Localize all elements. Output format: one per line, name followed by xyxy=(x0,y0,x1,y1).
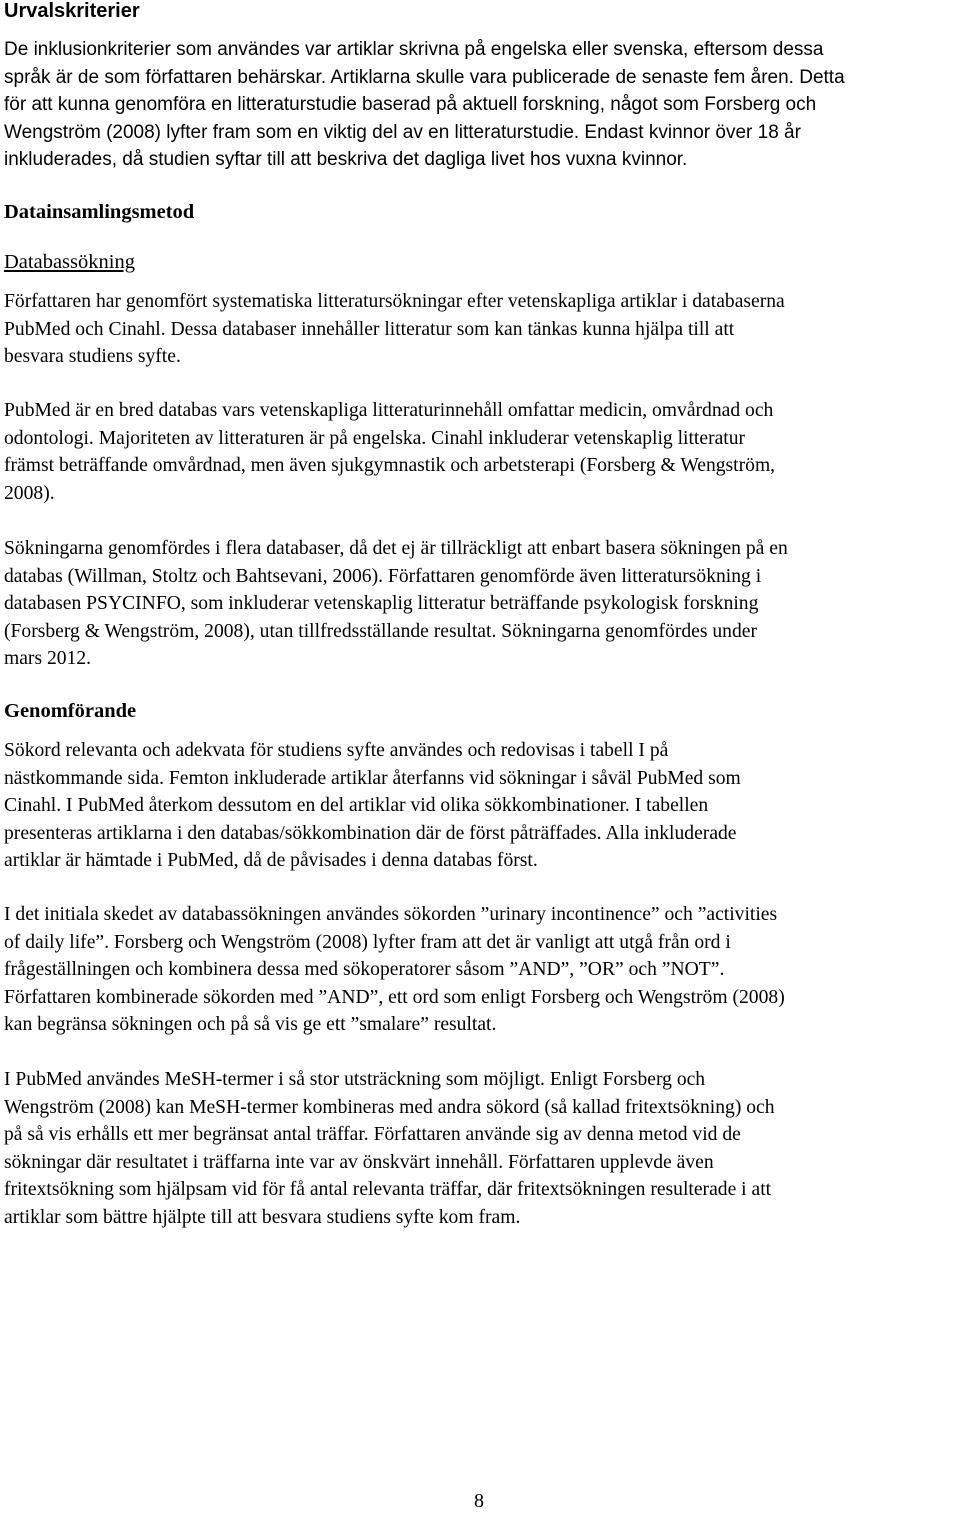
text-line: odontologi. Majoriteten av litteraturen är på engelska. Cinahl inkluderar vetenskaplig litteratur xyxy=(4,427,746,449)
text-line: (Forsberg & Wengström, 2008), utan tillfredsställande resultat. Sökningarna genomfördes under xyxy=(4,620,757,642)
text-line: på så vis erhålls ett mer begränsat antal träffar. Författaren använde sig av denna metod vid de xyxy=(4,1124,741,1146)
text-line: frågeställningen och kombinera dessa med sökoperatorer såsom ”AND”, ”OR” och ”NOT”. xyxy=(4,959,725,981)
text-line: 2008). xyxy=(4,482,55,504)
text-line: Wengström (2008) lyfter fram som en viktig del av en litteraturstudie. Endast kvinnor över 18 år xyxy=(4,121,801,143)
text-line: artiklar är hämtade i PubMed, då de påvisades i denna databas först. xyxy=(4,850,538,872)
heading-urvalskriterier: Urvalskriterier xyxy=(4,0,140,22)
text-line: PubMed och Cinahl. Dessa databaser innehåller litteratur som kan tänkas kunna hjälpa till att xyxy=(4,318,735,340)
text-line: Wengström (2008) kan MeSH-termer kombineras med andra sökord (så kallad fritextsökning) och xyxy=(4,1096,775,1118)
text-line: Sökord relevanta och adekvata för studiens syfte användes och redovisas i tabell I på xyxy=(4,740,669,761)
paragraph-databaser xyxy=(4,288,785,371)
text-line: databas (Willman, Stoltz och Bahtsevani, 2006). Författaren genomförde även litteratursökning i xyxy=(4,565,762,587)
paragraph-initiala-skedet xyxy=(4,901,785,1039)
text-line: nästkommande sida. Femton inkluderade artiklar återfanns vid sökningar i såväl PubMed som xyxy=(4,767,741,789)
subheading-databassokning: Databassökning xyxy=(4,251,135,273)
text-line: databasen PSYCINFO, som inkluderar vetenskaplig litteratur beträffande psykologisk forskning xyxy=(4,593,759,615)
heading-datainsamlingsmetod: Datainsamlingsmetod xyxy=(4,201,195,223)
heading-genomforande: Genomförande xyxy=(4,700,137,722)
text-line: I det initiala skedet av databassökningen användes sökorden ”urinary incontinence” och ”activities xyxy=(4,904,778,925)
paragraph-sokord xyxy=(4,737,741,875)
text-line: Författaren har genomfört systematiska litteratursökningar efter vetenskapliga artiklar i databaserna xyxy=(4,291,785,312)
text-line: Författaren kombinerade sökorden med ”AND”, ett ord som enligt Forsberg och Wengström (2008) xyxy=(4,986,785,1008)
paragraph-mesh-termer xyxy=(4,1066,775,1232)
paragraph-sokningar xyxy=(4,535,788,673)
text-line: sökningar där resultatet i träffarna inte var av önskvärt innehåll. Författaren upplevde även xyxy=(4,1151,714,1173)
text-line: PubMed är en bred databas vars vetenskapliga litteraturinnehåll omfattar medicin, omvårdnad och xyxy=(4,400,774,421)
text-line: mars 2012. xyxy=(4,648,92,670)
text-line: Cinahl. I PubMed återkom dessutom en del artiklar vid olika sökkombinationer. I tabellen xyxy=(4,795,709,817)
text-line: fritextsökning som hjälpsam vid för få antal relevanta träffar, där fritextsökningen resulterade i att xyxy=(4,1179,772,1201)
page-number: 8 xyxy=(474,1490,484,1512)
text-line: besvara studiens syfte. xyxy=(4,346,181,368)
text-line: of daily life”. Forsberg och Wengström (2008) lyfter fram att det är vanligt att utgå från ord i xyxy=(4,931,731,953)
text-line: artiklar som bättre hjälpte till att besvara studiens syfte kom fram. xyxy=(4,1206,521,1228)
text-line: främst beträffande omvårdnad, men även sjukgymnastik och arbetsterapi (Forsberg & Wengström, xyxy=(4,455,776,477)
text-line: presenteras artiklarna i den databas/sökkombination där de först påträffades. Alla inkluderade xyxy=(4,822,737,844)
text-line: De inklusionkriterier som användes var artiklar skrivna på engelska eller svenska, eftersom dessa xyxy=(4,39,824,60)
text-line: Sökningarna genomfördes i flera databaser, då det ej är tillräckligt att enbart basera sökningen på en xyxy=(4,538,788,559)
text-line: inkluderades, då studien syftar till att beskriva det dagliga livet hos vuxna kvinnor. xyxy=(4,149,688,171)
text-line: I PubMed användes MeSH-termer i så stor utsträckning som möjligt. Enligt Forsberg och xyxy=(4,1069,706,1090)
paragraph-pubmed xyxy=(4,397,775,507)
paragraph-urval xyxy=(4,36,845,174)
text-line: för att kunna genomföra en litteraturstudie baserad på aktuell forskning, något som Forsberg och xyxy=(4,94,817,116)
text-line: språk är de som författaren behärskar. Artiklarna skulle vara publicerade de senaste fem åren. Detta xyxy=(4,66,845,88)
text-line: kan begränsa sökningen och på så vis ge ett ”smalare” resultat. xyxy=(4,1014,497,1036)
